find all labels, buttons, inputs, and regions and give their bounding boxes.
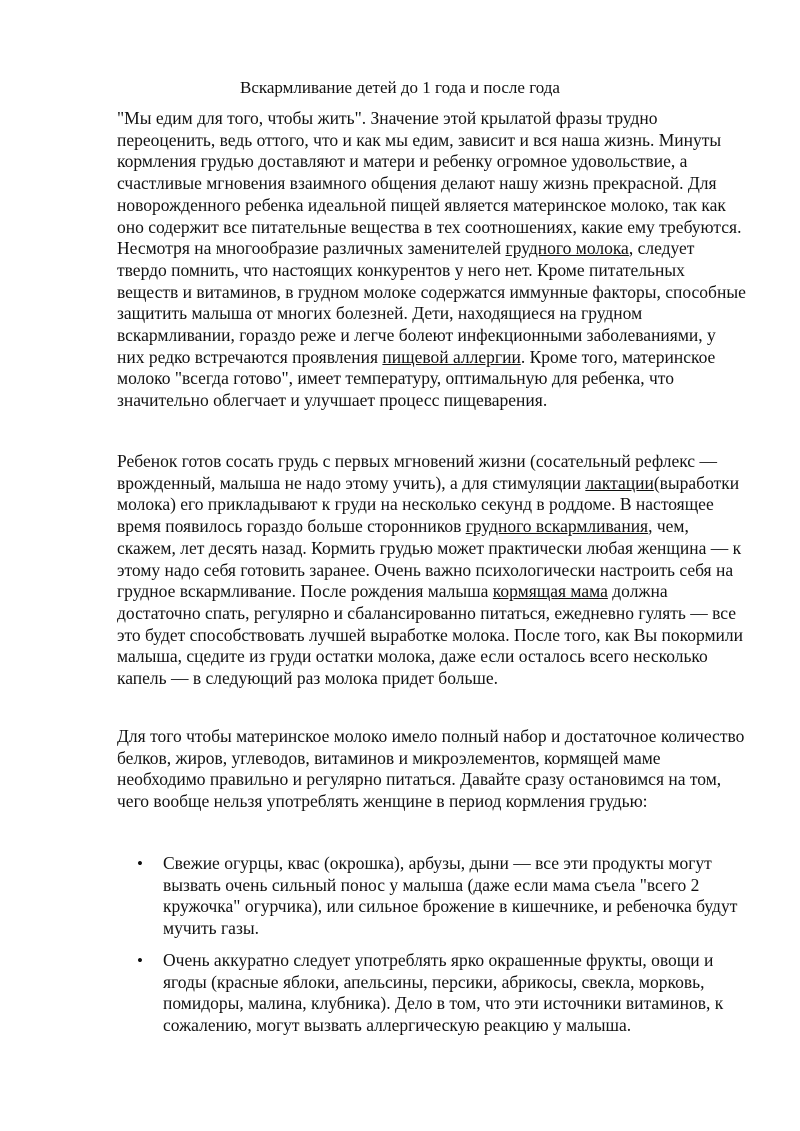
list-item	[117, 950, 747, 1037]
paragraph-text: (выработки молока) его прикладывают к груди на несколько секунд в роддоме. В настоящее время появилось гораздо больше сторонников	[117, 472, 740, 537]
bullet-icon: •	[137, 854, 143, 873]
list-item-text: Свежие огурцы, квас (окрошка), арбузы, дыни — все эти продукты могут вызвать очень сильный понос у малыша (даже если мама съела "всего 2 кружочка" огурчика), или сильное брожение в кишечнике, и ребеночка будут мучить газы.	[163, 853, 738, 939]
list-item	[117, 853, 747, 940]
paragraph-text: , чем, скажем, лет десять назад. Кормить грудью может практически любая женщина — к этому надо себя готовить заранее. Очень важно психологически настроить себя на грудное вскармливание. После рождения малыша	[117, 516, 742, 602]
paragraph-text: "Мы едим для того, чтобы жить". Значение этой крылатой фразы трудно переоценить, ведь оттого, что и как мы едим, зависит и вся наша жизнь. Минуты кормления грудью доставляют и матери и ребенку огромное удовольствие, а счастливые мгновения взаимного общения делают нашу жизнь прекрасной. Для новорожденного ребенка идеальной пищей является материнское молоко, так как оно содержит все питательные вещества в тех соотношениях, какие ему требуются. Несмотря на многообразие различных заменителей	[117, 108, 742, 259]
paragraph-text: , следует твердо помнить, что настоящих конкурентов у него нет. Кроме питательных веществ и витаминов, в грудном молоке содержатся иммунные факторы, способные защитить малыша от многих болезней. Дети, находящиеся на грудном вскармливании, гораздо реже и легче болеют инфекционными заболеваниями, у них редко встречаются проявления	[117, 238, 746, 367]
paragraph-1	[117, 108, 747, 412]
paragraph-text: Для того чтобы материнское молоко имело полный набор и достаточное количество белков, жиров, углеводов, витаминов и микроэлементов, кормящей маме необходимо правильно и регулярно питаться. Давайте сразу остановимся на том, чего вообще нельзя употреблять женщине в период кормления грудью:	[117, 726, 745, 812]
link-breastfeeding[interactable]: грудного вскармливания	[465, 516, 649, 537]
link-breast-milk[interactable]: грудного молока	[505, 238, 629, 259]
food-restrictions-list	[117, 853, 747, 1047]
page-title: Вскармливание детей до 1 года и после года	[240, 78, 560, 97]
link-lactation[interactable]: лактации	[585, 472, 654, 493]
bullet-icon: •	[137, 950, 143, 970]
paragraph-text: Ребенок готов сосать грудь с первых мгновений жизни (сосательный рефлекс — врожденный, малыша не надо этому учить), а для стимуляции	[117, 451, 717, 493]
paragraph-3	[117, 726, 747, 813]
link-nursing-mom[interactable]: кормящая мама	[492, 581, 608, 602]
list-item-text: Очень аккуратно следует употреблять ярко окрашенные фрукты, овощи и ягоды (красные яблоки, апельсины, персики, абрикосы, свекла, морковь, помидоры, малина, клубника). Дело в том, что эти источники витаминов, к сожалению, могут вызвать аллергическую реакцию у малыша.	[163, 949, 724, 1035]
paragraph-text: должна достаточно спать, регулярно и сбалансированно питаться, ежедневно гулять — все это будет способствовать лучшей выработке молока. После того, как Вы покормили малыша, сцедите из груди остатки молока, даже если осталось всего несколько капель — в следующий раз молока придет больше.	[117, 581, 744, 689]
link-food-allergy[interactable]: пищевой аллергии	[382, 346, 521, 367]
paragraph-2	[117, 451, 747, 690]
paragraph-text: . Кроме того, материнское молоко "всегда готово", имеет температуру, оптимальную для ребенка, что значительно облегчает и улучшает процесс пищеварения.	[117, 346, 716, 411]
